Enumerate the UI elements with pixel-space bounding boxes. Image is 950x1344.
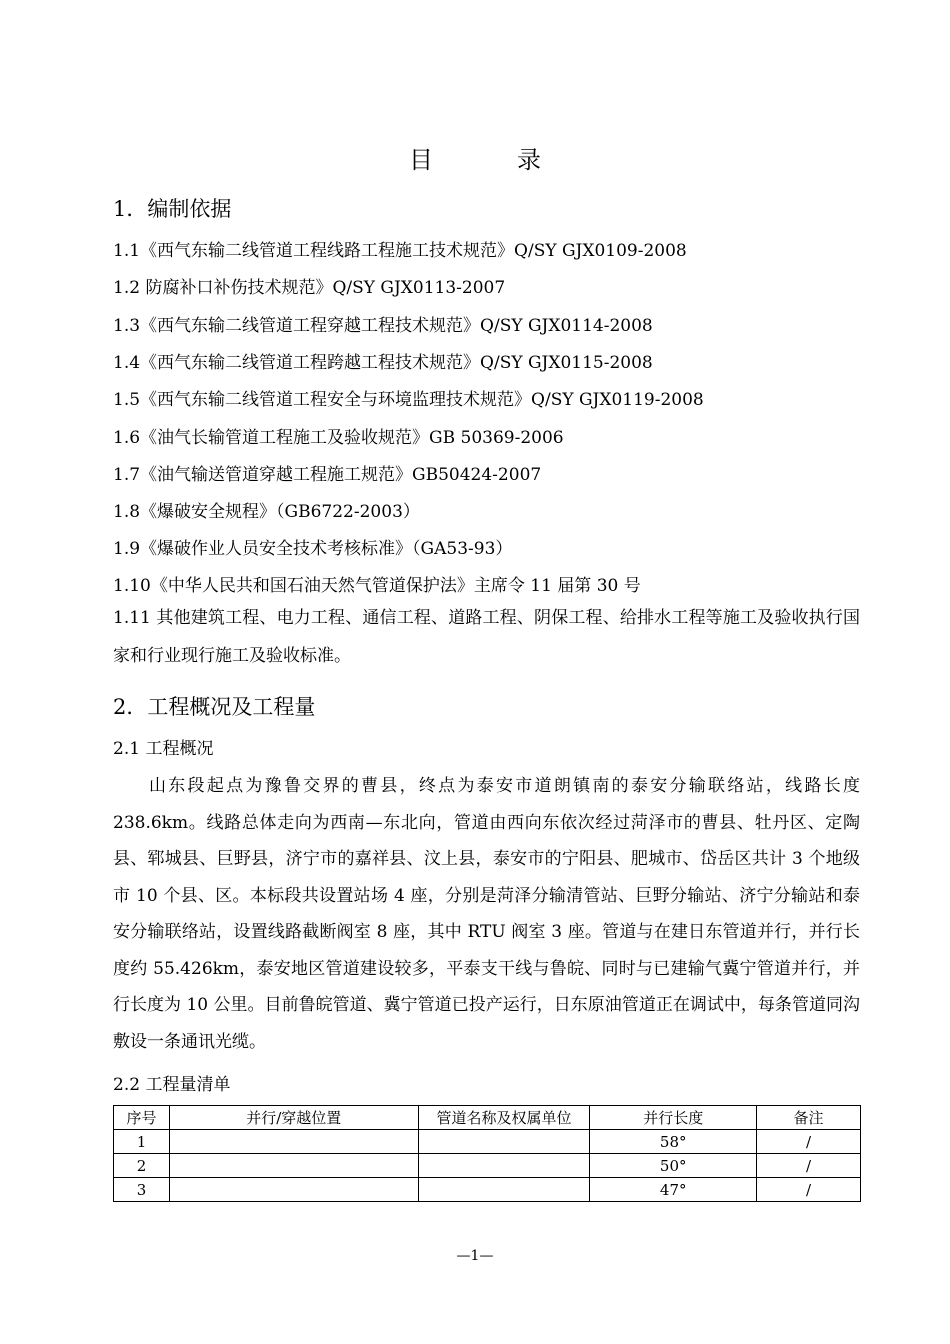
reference-item: 1.11 其他建筑工程、电力工程、通信工程、道路工程、阴保工程、给排水工程等施工及验收执行国家和行业现行施工及验收标准。 xyxy=(113,608,860,666)
cell-pipeline xyxy=(418,1178,590,1202)
cell-pipeline xyxy=(418,1154,590,1178)
reference-item: 1.9《爆破作业人员安全技术考核标准》（GA53-93） xyxy=(113,539,513,559)
col-header-index: 序号 xyxy=(114,1106,170,1130)
col-header-remark: 备注 xyxy=(757,1106,861,1130)
cell-index: 2 xyxy=(114,1154,170,1178)
reference-item: 1.3《西气东输二线管道工程穿越工程技术规范》Q/SY GJX0114-2008 xyxy=(113,316,653,336)
cell-location xyxy=(169,1178,418,1202)
subsection-heading-quantity: 2.2 工程量清单 xyxy=(113,1075,231,1095)
cell-location xyxy=(169,1154,418,1178)
reference-item: 1.8《爆破安全规程》（GB6722-2003） xyxy=(113,502,420,522)
col-header-pipeline: 管道名称及权属单位 xyxy=(418,1106,590,1130)
table-row xyxy=(114,1154,861,1178)
table-row xyxy=(114,1178,861,1202)
reference-item: 1.1《西气东输二线管道工程线路工程施工技术规范》Q/SY GJX0109-2008 xyxy=(113,241,687,261)
quantity-table xyxy=(113,1105,861,1202)
cell-location xyxy=(169,1130,418,1154)
section-heading-overview: 2．工程概况及工程量 xyxy=(113,695,316,719)
overview-paragraph: 山东段起点为豫鲁交界的曹县，终点为泰安市道朗镇南的泰安分输联络站，线路长度 238.6km。线路总体走向为西南—东北向，管道由西向东依次经过菏泽市的曹县、牡丹区、定陶县、郓城县、巨野县，济宁市的嘉祥县、汶上县，泰安市的宁阳县、肥城市、岱岳区共计 3 个地级市 10 个县、区。本标段共设置站场 4 座，分别是菏泽分输清管站、巨野分输站、济宁分输站和泰安分输联络站，设置线路截断阀室 8 座，其中 RTU 阀室 3 座。管道与在建日东管道并行，并行长度约 55.426km，泰安地区管道建设较多，平泰支干线与鲁皖、同时与已建输气冀宁管道并行，并行长度为 10 公里。目前鲁皖管道、冀宁管道已投产运行，日东原油管道正在调试中，每条管道同沟敷设一条通讯光缆。 xyxy=(113,776,860,1052)
cell-remark: / xyxy=(757,1178,861,1202)
cell-pipeline xyxy=(418,1130,590,1154)
reference-item: 1.6《油气长输管道工程施工及验收规范》GB 50369-2006 xyxy=(113,428,564,448)
col-header-location: 并行/穿越位置 xyxy=(169,1106,418,1130)
cell-index: 1 xyxy=(114,1130,170,1154)
cell-remark: / xyxy=(757,1130,861,1154)
section-heading-basis: 1．编制依据 xyxy=(113,197,232,221)
table-header-row xyxy=(114,1106,861,1130)
table-row xyxy=(114,1130,861,1154)
reference-item: 1.7《油气输送管道穿越工程施工规范》GB50424-2007 xyxy=(113,465,542,485)
cell-length: 58° xyxy=(590,1130,757,1154)
subsection-heading-overview: 2.1 工程概况 xyxy=(113,739,214,759)
page-number: —1— xyxy=(456,1248,494,1264)
reference-item: 1.4《西气东输二线管道工程跨越工程技术规范》Q/SY GJX0115-2008 xyxy=(113,353,653,373)
col-header-length: 并行长度 xyxy=(590,1106,757,1130)
cell-length: 47° xyxy=(590,1178,757,1202)
cell-remark: / xyxy=(757,1154,861,1178)
cell-length: 50° xyxy=(590,1154,757,1178)
reference-item: 1.2 防腐补口补伤技术规范》Q/SY GJX0113-2007 xyxy=(113,278,506,298)
page-title: 目 录 xyxy=(409,146,571,174)
reference-item: 1.5《西气东输二线管道工程安全与环境监理技术规范》Q/SY GJX0119-2008 xyxy=(113,390,704,410)
cell-index: 3 xyxy=(114,1178,170,1202)
reference-item: 1.10《中华人民共和国石油天然气管道保护法》主席令 11 届第 30 号 xyxy=(113,576,641,596)
